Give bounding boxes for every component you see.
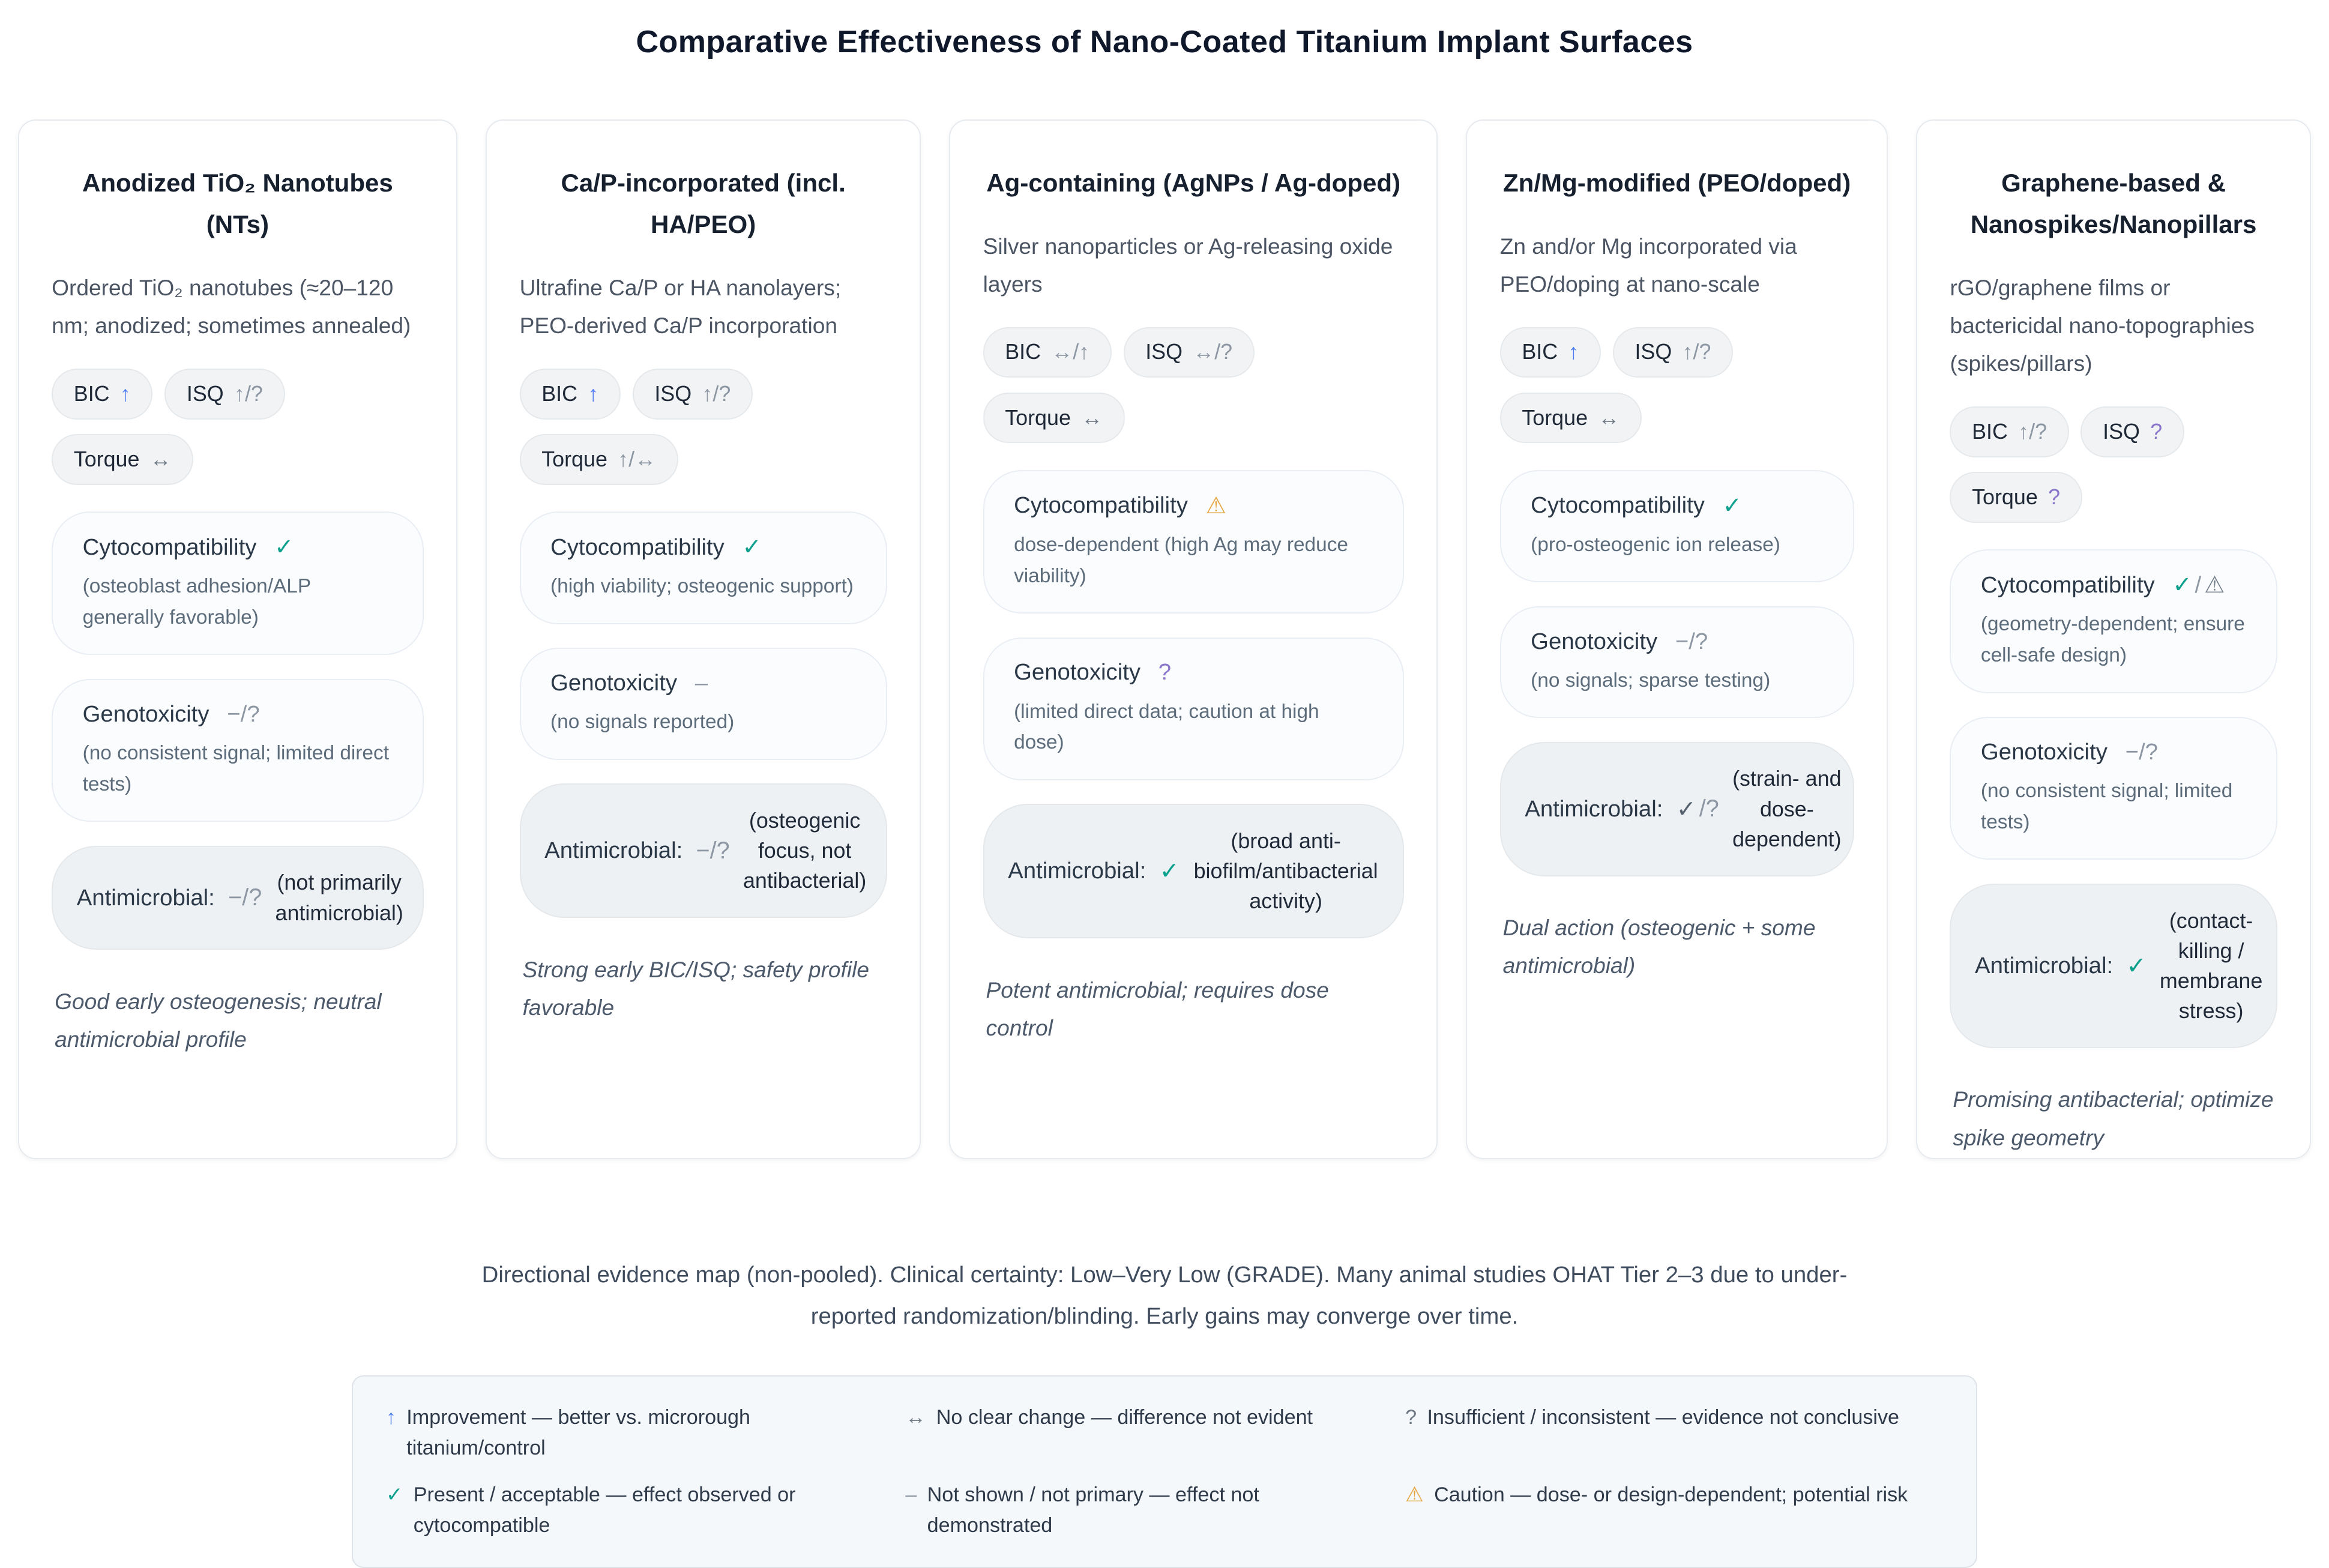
antimicrobial-label: Antimicrobial: (76, 884, 215, 911)
metric-label: Cytocompatibility (82, 534, 257, 560)
badge-torque (1500, 393, 1642, 444)
antimicrobial-note: (broad anti-biofilm/antibacterial activity) (1193, 829, 1378, 914)
card-description: Ultrafine Ca/P or HA nanolayers; PEO-derived Ca/P incorporation (519, 275, 842, 339)
antimicrobial-value (2126, 952, 2146, 980)
antimicrobial-label: Antimicrobial: (544, 837, 683, 864)
card-footer-note: Potent antimicrobial; requires dose control (986, 977, 1329, 1040)
legend-icon (905, 1402, 926, 1433)
question-mark-icon: ? (2048, 485, 2061, 510)
badge-isq (1613, 327, 1733, 378)
metric-subtext: (no signals; sparse testing) (1531, 669, 1771, 692)
question-mark-icon: ? (1405, 1405, 1417, 1429)
badge-label: ISQ (654, 381, 692, 406)
warning-icon: ⚠ (1205, 492, 1226, 519)
mixed-indicator: −/? (2125, 738, 2158, 765)
card-cap-incorporated (486, 119, 921, 1159)
antimicrobial-note: (osteogenic focus, not antibacterial) (743, 808, 867, 893)
badge-label: ISQ (2103, 419, 2140, 444)
metric-value (1675, 629, 1708, 655)
legend-text: Not shown / not primary — effect not demonstrated (927, 1483, 1259, 1537)
page-title: Comparative Effectiveness of Nano-Coated Titanium Implant Surfaces (636, 24, 1693, 59)
card-title: Ca/P-incorporated (incl. HA/PEO) (561, 168, 846, 239)
metric-subtext: (no consistent signal; limited tests) (1980, 780, 2233, 833)
warning-icon: ⚠ (2204, 572, 2225, 599)
legend-item-present (386, 1480, 885, 1541)
legend-text: No clear change — difference not evident (936, 1405, 1313, 1429)
metric-genotoxicity (983, 638, 1404, 780)
legend-item-caution (1405, 1480, 1943, 1541)
badge-isq (164, 369, 285, 420)
dash-icon: – (905, 1483, 917, 1507)
up-arrow-icon: ↑ (1568, 340, 1579, 364)
mixed-indicator: ↑/? (234, 381, 263, 406)
metric-value (1723, 492, 1742, 519)
up-arrow-icon: ↑ (119, 381, 131, 406)
left-right-arrow-icon: ↔ (905, 1405, 926, 1429)
antimicrobial-pill (983, 804, 1404, 938)
card-description: Zn and/or Mg incorporated via PEO/doping at nano-scale (1499, 233, 1797, 297)
cards-row (18, 119, 2312, 1159)
legend-item-improvement (386, 1402, 885, 1464)
badge-value (2150, 420, 2162, 444)
legend-item-not-shown (905, 1480, 1384, 1541)
badge-bic (983, 327, 1112, 378)
mixed-indicator: ↑/↔ (618, 447, 656, 472)
metric-label: Cytocompatibility (1980, 571, 2155, 598)
badge-row (1950, 406, 2277, 523)
card-title: Anodized TiO₂ Nanotubes (NTs) (82, 168, 393, 239)
card-footer-note: Dual action (osteogenic + some antimicrobial) (1502, 915, 1816, 978)
mixed-indicator: −/? (1675, 628, 1708, 654)
mixed-indicator: ↔/? (1193, 340, 1233, 364)
card-footer-note: Strong early BIC/ISQ; safety profile favorable (522, 956, 869, 1020)
metric-value (227, 701, 259, 728)
mixed-indicator: −/? (227, 701, 260, 727)
badge-torque (520, 434, 678, 485)
card-zn-mg-modified (1466, 119, 1888, 1159)
badge-isq (633, 369, 753, 420)
metric-cytocompatibility (983, 470, 1404, 614)
legend-text: Improvement — better vs. microrough titanium/control (406, 1405, 751, 1459)
check-icon: ✓ (742, 534, 762, 560)
card-title: Zn/Mg-modified (PEO/doped) (1503, 168, 1851, 197)
warning-icon: ⚠ (1405, 1483, 1424, 1507)
badge-value (1568, 340, 1579, 364)
legend-icon (386, 1480, 403, 1510)
legend-text: Caution — dose- or design-dependent; potential risk (1434, 1483, 1908, 1507)
mixed-indicator: ↔/↑ (1051, 340, 1090, 364)
question-mark-icon: /? (1699, 795, 1719, 822)
mixed-indicator: ↑/? (1682, 340, 1711, 364)
antimicrobial-pill (1500, 742, 1854, 876)
badge-label: ISQ (1635, 340, 1672, 364)
legend-icon (905, 1480, 917, 1510)
card-footer-note: Good early osteogenesis; neutral antimicrobial profile (55, 988, 382, 1052)
metric-label: Genotoxicity (550, 669, 678, 696)
left-right-arrow-icon: ↔ (149, 447, 172, 472)
metric-subtext: (limited direct data; caution at high dose) (1014, 700, 1319, 754)
badge-bic (1950, 406, 2068, 457)
check-icon: ✓ (274, 534, 294, 560)
badge-value (1051, 340, 1089, 364)
badge-value (1193, 340, 1232, 364)
badge-value (588, 382, 598, 406)
badge-value (702, 382, 731, 406)
badge-bic (1500, 327, 1601, 378)
badge-bic (520, 369, 621, 420)
card-description: rGO/graphene films or bactericidal nano-topographies (spikes/pillars) (1950, 275, 2255, 376)
legend-text: Insufficient / inconsistent — evidence not conclusive (1427, 1405, 1900, 1429)
badge-label: ISQ (186, 381, 224, 406)
card-description: Ordered TiO₂ nanotubes (≈20–120 nm; anodized; sometimes annealed) (52, 275, 411, 339)
metric-value (1158, 659, 1171, 686)
check-icon: ✓ (385, 1483, 403, 1507)
left-right-arrow-icon: ↔ (1598, 405, 1620, 430)
metric-label: Genotoxicity (1014, 659, 1141, 686)
card-title: Ag-containing (AgNPs / Ag-doped) (986, 168, 1401, 197)
metric-value (2172, 571, 2225, 599)
card-footer-note: Promising antibacterial; optimize spike geometry (1953, 1087, 2274, 1150)
antimicrobial-value (228, 884, 262, 911)
mixed-indicator: ↑/? (2018, 419, 2047, 444)
badge-torque (1950, 472, 2082, 523)
metric-genotoxicity (1500, 606, 1854, 718)
check-icon: ✓ (2126, 952, 2147, 979)
metric-subtext: (no signals reported) (550, 711, 735, 734)
badge-value (2018, 420, 2047, 444)
antimicrobial-note: (not primarily antimicrobial) (275, 870, 403, 925)
metric-value (743, 534, 762, 561)
antimicrobial-note: (strain- and dose-dependent) (1732, 767, 1842, 851)
check-icon: ✓ (2172, 572, 2192, 599)
metric-label: Cytocompatibility (550, 534, 725, 560)
badge-value (1081, 406, 1103, 430)
metric-cytocompatibility (1500, 470, 1854, 582)
metric-subtext: dose-dependent (high Ag may reduce viability) (1014, 533, 1348, 587)
left-right-arrow-icon: ↔ (1081, 405, 1103, 430)
badge-row (52, 369, 424, 485)
metric-cytocompatibility (52, 511, 424, 655)
legend-text: Present / acceptable — effect observed or cytocompatible (413, 1483, 796, 1537)
check-icon: ✓ (1676, 795, 1696, 822)
badge-label: BIC (73, 381, 110, 406)
antimicrobial-label: Antimicrobial: (1975, 952, 2114, 978)
metric-subtext: (high viability; osteogenic support) (550, 575, 854, 598)
footnote: Directional evidence map (non-pooled). Clinical certainty: Low–Very Low (GRADE). Many animal studies OHAT Tier 2–3 due to under-reported randomization/blinding. Early gains may converge over time. (481, 1262, 1848, 1330)
metric-subtext: (geometry-dependent; ensure cell-safe design) (1980, 613, 2245, 667)
card-anodized-tio2-nanotubes (18, 119, 457, 1159)
antimicrobial-label: Antimicrobial: (1525, 795, 1663, 822)
badge-value (618, 447, 656, 472)
antimicrobial-pill (520, 783, 887, 918)
badge-label: Torque (1972, 485, 2038, 510)
badge-value (2048, 485, 2060, 510)
badge-label: Torque (541, 447, 607, 472)
mixed-indicator: −/? (696, 837, 730, 864)
antimicrobial-pill (1950, 884, 2277, 1048)
legend-icon (386, 1402, 396, 1433)
antimicrobial-value (1677, 795, 1719, 823)
metric-subtext: (pro-osteogenic ion release) (1531, 533, 1780, 556)
metric-label: Genotoxicity (82, 701, 209, 727)
badge-torque (983, 393, 1125, 444)
metric-subtext: (osteoblast adhesion/ALP generally favorable) (82, 575, 311, 629)
metric-value (1206, 492, 1226, 519)
legend-box (352, 1375, 1977, 1567)
metric-genotoxicity (1950, 717, 2277, 860)
metric-genotoxicity (52, 679, 424, 822)
antimicrobial-pill (52, 846, 424, 950)
badge-torque (52, 434, 193, 485)
metric-label: Genotoxicity (1980, 738, 2108, 765)
antimicrobial-note: (contact-killing / membrane stress) (2159, 908, 2263, 1024)
badge-value (120, 382, 131, 406)
badge-isq (2080, 406, 2184, 457)
badge-row (983, 327, 1404, 444)
metric-value (695, 670, 708, 696)
mixed-indicator: −/? (228, 884, 262, 911)
up-arrow-icon: ↑ (588, 381, 599, 406)
card-description: Silver nanoparticles or Ag-releasing oxide layers (983, 233, 1393, 297)
mixed-indicator: ↑/? (702, 381, 731, 406)
badge-bic (52, 369, 152, 420)
question-mark-icon: ? (2150, 419, 2163, 444)
metric-genotoxicity (520, 648, 887, 759)
badge-label: Torque (1522, 405, 1588, 430)
badge-label: BIC (1005, 340, 1041, 364)
badge-label: Torque (1005, 405, 1071, 430)
badge-label: BIC (1972, 419, 2008, 444)
metric-subtext: (no consistent signal; limited direct tests) (82, 742, 389, 795)
up-arrow-icon: ↑ (385, 1405, 396, 1429)
legend-item-no-change (905, 1402, 1384, 1464)
metric-cytocompatibility (1950, 549, 2277, 693)
antimicrobial-label: Antimicrobial: (1008, 858, 1146, 884)
metric-value (274, 534, 294, 561)
badge-label: Torque (73, 447, 140, 472)
badge-row (520, 369, 887, 485)
question-mark-icon: ? (1158, 659, 1172, 686)
badge-value (234, 382, 263, 406)
check-icon: ✓ (1159, 858, 1180, 885)
badge-label: BIC (541, 381, 578, 406)
dash-icon: – (694, 669, 708, 696)
badge-value (1683, 340, 1711, 364)
antimicrobial-value (1160, 857, 1180, 885)
card-ag-containing (949, 119, 1438, 1159)
badge-label: ISQ (1145, 340, 1183, 364)
legend-icon (1405, 1402, 1417, 1433)
metric-cytocompatibility (520, 511, 887, 624)
badge-row (1500, 327, 1854, 444)
card-title: Graphene-based & Nanospikes/Nanopillars (1970, 168, 2257, 239)
legend-icon (1405, 1480, 1424, 1510)
metric-label: Cytocompatibility (1014, 492, 1188, 519)
legend-item-insufficient (1405, 1402, 1943, 1464)
metric-label: Cytocompatibility (1531, 492, 1705, 519)
badge-label: BIC (1522, 340, 1558, 364)
card-graphene-nanospikes (1916, 119, 2311, 1159)
metric-label: Genotoxicity (1531, 628, 1658, 654)
check-icon: ✓ (1722, 492, 1742, 519)
antimicrobial-value (696, 837, 730, 864)
badge-value (150, 447, 172, 472)
metric-value (2126, 739, 2158, 765)
badge-value (1598, 406, 1619, 430)
badge-isq (1124, 327, 1255, 378)
slash-separator: / (2195, 571, 2202, 598)
